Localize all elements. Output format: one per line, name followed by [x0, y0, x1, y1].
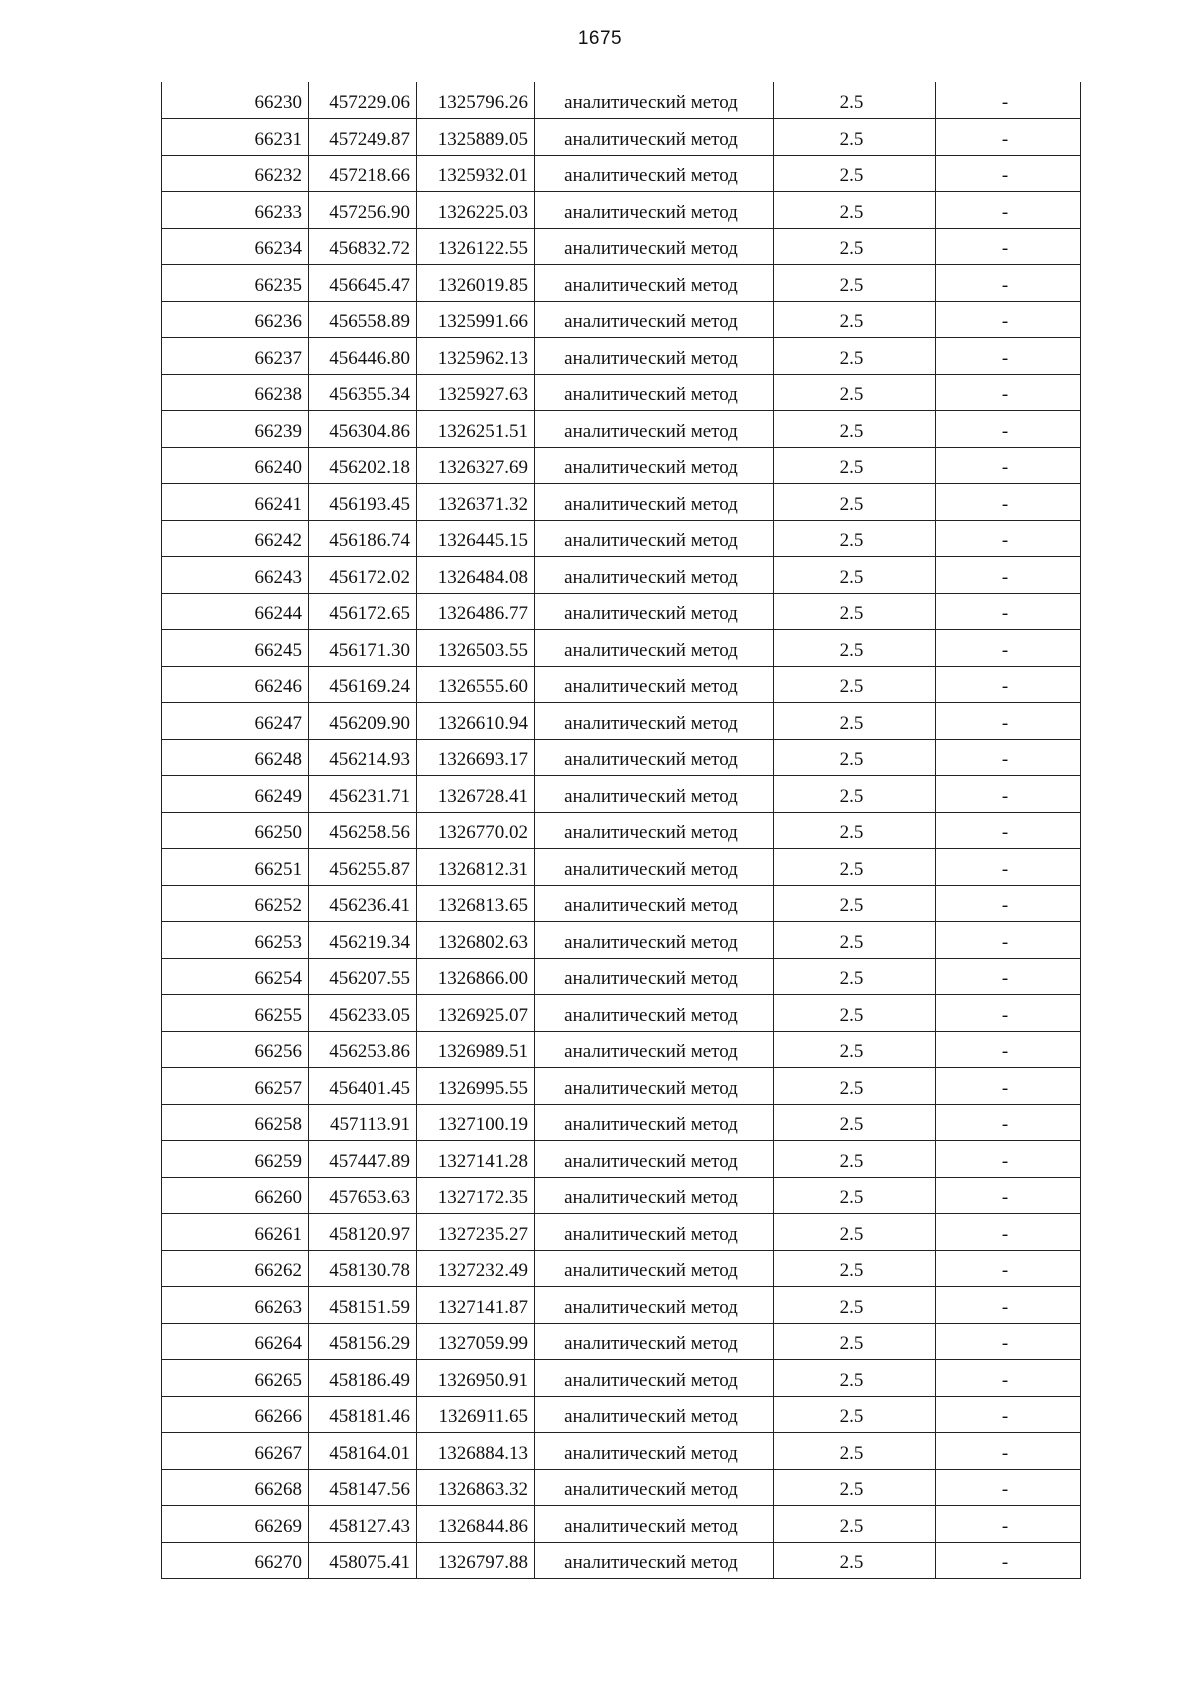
x-coordinate-cell: 458151.59 — [309, 1287, 417, 1324]
table-row — [162, 1506, 1081, 1543]
point-number-cell: 66255 — [162, 995, 309, 1032]
table-row — [162, 155, 1081, 192]
accuracy-cell: 2.5 — [774, 1287, 936, 1324]
point-number-cell: 66244 — [162, 593, 309, 630]
method-cell: аналитический метод — [535, 666, 774, 703]
note-cell: - — [936, 1177, 1081, 1214]
x-coordinate-cell: 456236.41 — [309, 885, 417, 922]
table-row — [162, 520, 1081, 557]
note-cell: - — [936, 1214, 1081, 1251]
note-cell: - — [936, 119, 1081, 156]
accuracy-cell: 2.5 — [774, 1141, 936, 1178]
point-number-cell: 66258 — [162, 1104, 309, 1141]
note-cell: - — [936, 1396, 1081, 1433]
note-cell: - — [936, 1469, 1081, 1506]
method-cell: аналитический метод — [535, 1323, 774, 1360]
point-number-cell: 66238 — [162, 374, 309, 411]
method-cell: аналитический метод — [535, 995, 774, 1032]
table-row — [162, 1323, 1081, 1360]
note-cell: - — [936, 228, 1081, 265]
table-row — [162, 1542, 1081, 1579]
accuracy-cell: 2.5 — [774, 1250, 936, 1287]
accuracy-cell: 2.5 — [774, 301, 936, 338]
point-number-cell: 66265 — [162, 1360, 309, 1397]
point-number-cell: 66241 — [162, 484, 309, 521]
point-number-cell: 66268 — [162, 1469, 309, 1506]
table-row — [162, 1433, 1081, 1470]
point-number-cell: 66246 — [162, 666, 309, 703]
y-coordinate-cell: 1326863.32 — [417, 1469, 535, 1506]
table-row — [162, 995, 1081, 1032]
accuracy-cell: 2.5 — [774, 82, 936, 119]
point-number-cell: 66254 — [162, 958, 309, 995]
accuracy-cell: 2.5 — [774, 1068, 936, 1105]
x-coordinate-cell: 456304.86 — [309, 411, 417, 448]
table-row — [162, 958, 1081, 995]
y-coordinate-cell: 1326812.31 — [417, 849, 535, 886]
accuracy-cell: 2.5 — [774, 1214, 936, 1251]
method-cell: аналитический метод — [535, 1141, 774, 1178]
table-row — [162, 484, 1081, 521]
method-cell: аналитический метод — [535, 1469, 774, 1506]
table-row — [162, 557, 1081, 594]
table-row — [162, 666, 1081, 703]
method-cell: аналитический метод — [535, 885, 774, 922]
note-cell: - — [936, 1323, 1081, 1360]
accuracy-cell: 2.5 — [774, 447, 936, 484]
x-coordinate-cell: 457229.06 — [309, 82, 417, 119]
table-row — [162, 776, 1081, 813]
method-cell: аналитический метод — [535, 447, 774, 484]
table-row — [162, 1469, 1081, 1506]
y-coordinate-cell: 1327172.35 — [417, 1177, 535, 1214]
x-coordinate-cell: 458127.43 — [309, 1506, 417, 1543]
point-number-cell: 66250 — [162, 812, 309, 849]
coordinates-table-body — [162, 82, 1081, 1579]
accuracy-cell: 2.5 — [774, 1031, 936, 1068]
y-coordinate-cell: 1326884.13 — [417, 1433, 535, 1470]
x-coordinate-cell: 456258.56 — [309, 812, 417, 849]
point-number-cell: 66230 — [162, 82, 309, 119]
x-coordinate-cell: 458164.01 — [309, 1433, 417, 1470]
accuracy-cell: 2.5 — [774, 374, 936, 411]
coordinates-table — [161, 82, 1081, 1579]
accuracy-cell: 2.5 — [774, 1469, 936, 1506]
point-number-cell: 66252 — [162, 885, 309, 922]
method-cell: аналитический метод — [535, 1433, 774, 1470]
point-number-cell: 66264 — [162, 1323, 309, 1360]
note-cell: - — [936, 593, 1081, 630]
y-coordinate-cell: 1325927.63 — [417, 374, 535, 411]
note-cell: - — [936, 666, 1081, 703]
method-cell: аналитический метод — [535, 228, 774, 265]
method-cell: аналитический метод — [535, 520, 774, 557]
x-coordinate-cell: 456558.89 — [309, 301, 417, 338]
method-cell: аналитический метод — [535, 703, 774, 740]
point-number-cell: 66248 — [162, 739, 309, 776]
accuracy-cell: 2.5 — [774, 666, 936, 703]
note-cell: - — [936, 1360, 1081, 1397]
note-cell: - — [936, 739, 1081, 776]
table-row — [162, 885, 1081, 922]
note-cell: - — [936, 301, 1081, 338]
note-cell: - — [936, 885, 1081, 922]
accuracy-cell: 2.5 — [774, 1323, 936, 1360]
x-coordinate-cell: 458120.97 — [309, 1214, 417, 1251]
y-coordinate-cell: 1327059.99 — [417, 1323, 535, 1360]
accuracy-cell: 2.5 — [774, 885, 936, 922]
y-coordinate-cell: 1327235.27 — [417, 1214, 535, 1251]
method-cell: аналитический метод — [535, 1360, 774, 1397]
x-coordinate-cell: 456172.65 — [309, 593, 417, 630]
x-coordinate-cell: 458147.56 — [309, 1469, 417, 1506]
x-coordinate-cell: 457113.91 — [309, 1104, 417, 1141]
x-coordinate-cell: 456202.18 — [309, 447, 417, 484]
note-cell: - — [936, 411, 1081, 448]
method-cell: аналитический метод — [535, 1506, 774, 1543]
point-number-cell: 66236 — [162, 301, 309, 338]
y-coordinate-cell: 1326989.51 — [417, 1031, 535, 1068]
table-row — [162, 228, 1081, 265]
table-row — [162, 1068, 1081, 1105]
method-cell: аналитический метод — [535, 1104, 774, 1141]
table-row — [162, 630, 1081, 667]
y-coordinate-cell: 1326911.65 — [417, 1396, 535, 1433]
method-cell: аналитический метод — [535, 776, 774, 813]
y-coordinate-cell: 1326327.69 — [417, 447, 535, 484]
y-coordinate-cell: 1327141.87 — [417, 1287, 535, 1324]
x-coordinate-cell: 456172.02 — [309, 557, 417, 594]
accuracy-cell: 2.5 — [774, 1396, 936, 1433]
x-coordinate-cell: 456193.45 — [309, 484, 417, 521]
table-row — [162, 447, 1081, 484]
method-cell: аналитический метод — [535, 155, 774, 192]
accuracy-cell: 2.5 — [774, 703, 936, 740]
accuracy-cell: 2.5 — [774, 484, 936, 521]
accuracy-cell: 2.5 — [774, 411, 936, 448]
y-coordinate-cell: 1326770.02 — [417, 812, 535, 849]
x-coordinate-cell: 458075.41 — [309, 1542, 417, 1579]
point-number-cell: 66233 — [162, 192, 309, 229]
method-cell: аналитический метод — [535, 1214, 774, 1251]
x-coordinate-cell: 456231.71 — [309, 776, 417, 813]
y-coordinate-cell: 1326486.77 — [417, 593, 535, 630]
note-cell: - — [936, 1031, 1081, 1068]
y-coordinate-cell: 1327100.19 — [417, 1104, 535, 1141]
point-number-cell: 66257 — [162, 1068, 309, 1105]
note-cell: - — [936, 995, 1081, 1032]
accuracy-cell: 2.5 — [774, 776, 936, 813]
accuracy-cell: 2.5 — [774, 557, 936, 594]
note-cell: - — [936, 265, 1081, 302]
point-number-cell: 66260 — [162, 1177, 309, 1214]
x-coordinate-cell: 456219.34 — [309, 922, 417, 959]
x-coordinate-cell: 456446.80 — [309, 338, 417, 375]
table-row — [162, 82, 1081, 119]
y-coordinate-cell: 1326503.55 — [417, 630, 535, 667]
point-number-cell: 66242 — [162, 520, 309, 557]
note-cell: - — [936, 1506, 1081, 1543]
table-row — [162, 1031, 1081, 1068]
method-cell: аналитический метод — [535, 301, 774, 338]
accuracy-cell: 2.5 — [774, 739, 936, 776]
note-cell: - — [936, 812, 1081, 849]
note-cell: - — [936, 849, 1081, 886]
method-cell: аналитический метод — [535, 812, 774, 849]
note-cell: - — [936, 958, 1081, 995]
note-cell: - — [936, 1433, 1081, 1470]
point-number-cell: 66261 — [162, 1214, 309, 1251]
y-coordinate-cell: 1325932.01 — [417, 155, 535, 192]
table-row — [162, 1104, 1081, 1141]
x-coordinate-cell: 456169.24 — [309, 666, 417, 703]
x-coordinate-cell: 457256.90 — [309, 192, 417, 229]
table-row — [162, 265, 1081, 302]
table-row — [162, 411, 1081, 448]
point-number-cell: 66249 — [162, 776, 309, 813]
point-number-cell: 66267 — [162, 1433, 309, 1470]
method-cell: аналитический метод — [535, 265, 774, 302]
x-coordinate-cell: 456207.55 — [309, 958, 417, 995]
table-row — [162, 922, 1081, 959]
accuracy-cell: 2.5 — [774, 1104, 936, 1141]
note-cell: - — [936, 703, 1081, 740]
x-coordinate-cell: 457447.89 — [309, 1141, 417, 1178]
point-number-cell: 66237 — [162, 338, 309, 375]
point-number-cell: 66259 — [162, 1141, 309, 1178]
x-coordinate-cell: 457249.87 — [309, 119, 417, 156]
note-cell: - — [936, 1104, 1081, 1141]
note-cell: - — [936, 1141, 1081, 1178]
accuracy-cell: 2.5 — [774, 338, 936, 375]
note-cell: - — [936, 155, 1081, 192]
table-row — [162, 338, 1081, 375]
x-coordinate-cell: 457653.63 — [309, 1177, 417, 1214]
y-coordinate-cell: 1326813.65 — [417, 885, 535, 922]
accuracy-cell: 2.5 — [774, 119, 936, 156]
point-number-cell: 66269 — [162, 1506, 309, 1543]
y-coordinate-cell: 1325962.13 — [417, 338, 535, 375]
table-row — [162, 119, 1081, 156]
note-cell: - — [936, 1068, 1081, 1105]
method-cell: аналитический метод — [535, 1068, 774, 1105]
y-coordinate-cell: 1326797.88 — [417, 1542, 535, 1579]
point-number-cell: 66251 — [162, 849, 309, 886]
note-cell: - — [936, 1287, 1081, 1324]
note-cell: - — [936, 338, 1081, 375]
x-coordinate-cell: 458186.49 — [309, 1360, 417, 1397]
accuracy-cell: 2.5 — [774, 812, 936, 849]
point-number-cell: 66239 — [162, 411, 309, 448]
table-row — [162, 1177, 1081, 1214]
accuracy-cell: 2.5 — [774, 630, 936, 667]
y-coordinate-cell: 1326693.17 — [417, 739, 535, 776]
table-row — [162, 1250, 1081, 1287]
x-coordinate-cell: 456645.47 — [309, 265, 417, 302]
point-number-cell: 66270 — [162, 1542, 309, 1579]
y-coordinate-cell: 1326950.91 — [417, 1360, 535, 1397]
x-coordinate-cell: 458181.46 — [309, 1396, 417, 1433]
method-cell: аналитический метод — [535, 1031, 774, 1068]
method-cell: аналитический метод — [535, 557, 774, 594]
y-coordinate-cell: 1326866.00 — [417, 958, 535, 995]
y-coordinate-cell: 1326371.32 — [417, 484, 535, 521]
method-cell: аналитический метод — [535, 1396, 774, 1433]
x-coordinate-cell: 456401.45 — [309, 1068, 417, 1105]
method-cell: аналитический метод — [535, 411, 774, 448]
method-cell: аналитический метод — [535, 849, 774, 886]
accuracy-cell: 2.5 — [774, 593, 936, 630]
y-coordinate-cell: 1327232.49 — [417, 1250, 535, 1287]
note-cell: - — [936, 374, 1081, 411]
accuracy-cell: 2.5 — [774, 155, 936, 192]
method-cell: аналитический метод — [535, 1177, 774, 1214]
table-row — [162, 1141, 1081, 1178]
point-number-cell: 66245 — [162, 630, 309, 667]
point-number-cell: 66243 — [162, 557, 309, 594]
x-coordinate-cell: 458156.29 — [309, 1323, 417, 1360]
accuracy-cell: 2.5 — [774, 192, 936, 229]
x-coordinate-cell: 456214.93 — [309, 739, 417, 776]
table-row — [162, 812, 1081, 849]
note-cell: - — [936, 82, 1081, 119]
point-number-cell: 66253 — [162, 922, 309, 959]
y-coordinate-cell: 1326445.15 — [417, 520, 535, 557]
table-row — [162, 1214, 1081, 1251]
note-cell: - — [936, 1542, 1081, 1579]
y-coordinate-cell: 1326844.86 — [417, 1506, 535, 1543]
method-cell: аналитический метод — [535, 1250, 774, 1287]
y-coordinate-cell: 1326728.41 — [417, 776, 535, 813]
table-row — [162, 739, 1081, 776]
accuracy-cell: 2.5 — [774, 520, 936, 557]
note-cell: - — [936, 630, 1081, 667]
x-coordinate-cell: 456171.30 — [309, 630, 417, 667]
note-cell: - — [936, 776, 1081, 813]
x-coordinate-cell: 456832.72 — [309, 228, 417, 265]
point-number-cell: 66262 — [162, 1250, 309, 1287]
y-coordinate-cell: 1326925.07 — [417, 995, 535, 1032]
accuracy-cell: 2.5 — [774, 849, 936, 886]
y-coordinate-cell: 1327141.28 — [417, 1141, 535, 1178]
method-cell: аналитический метод — [535, 1287, 774, 1324]
method-cell: аналитический метод — [535, 192, 774, 229]
x-coordinate-cell: 457218.66 — [309, 155, 417, 192]
x-coordinate-cell: 456186.74 — [309, 520, 417, 557]
x-coordinate-cell: 456233.05 — [309, 995, 417, 1032]
table-row — [162, 192, 1081, 229]
note-cell: - — [936, 557, 1081, 594]
table-row — [162, 1396, 1081, 1433]
note-cell: - — [936, 192, 1081, 229]
y-coordinate-cell: 1325889.05 — [417, 119, 535, 156]
point-number-cell: 66263 — [162, 1287, 309, 1324]
method-cell: аналитический метод — [535, 630, 774, 667]
note-cell: - — [936, 447, 1081, 484]
accuracy-cell: 2.5 — [774, 1177, 936, 1214]
accuracy-cell: 2.5 — [774, 922, 936, 959]
accuracy-cell: 2.5 — [774, 228, 936, 265]
point-number-cell: 66232 — [162, 155, 309, 192]
accuracy-cell: 2.5 — [774, 1360, 936, 1397]
accuracy-cell: 2.5 — [774, 1506, 936, 1543]
method-cell: аналитический метод — [535, 374, 774, 411]
note-cell: - — [936, 922, 1081, 959]
x-coordinate-cell: 456209.90 — [309, 703, 417, 740]
y-coordinate-cell: 1325991.66 — [417, 301, 535, 338]
y-coordinate-cell: 1326802.63 — [417, 922, 535, 959]
point-number-cell: 66231 — [162, 119, 309, 156]
y-coordinate-cell: 1326555.60 — [417, 666, 535, 703]
y-coordinate-cell: 1326019.85 — [417, 265, 535, 302]
method-cell: аналитический метод — [535, 922, 774, 959]
x-coordinate-cell: 458130.78 — [309, 1250, 417, 1287]
method-cell: аналитический метод — [535, 593, 774, 630]
method-cell: аналитический метод — [535, 739, 774, 776]
y-coordinate-cell: 1326484.08 — [417, 557, 535, 594]
y-coordinate-cell: 1326225.03 — [417, 192, 535, 229]
y-coordinate-cell: 1326995.55 — [417, 1068, 535, 1105]
method-cell: аналитический метод — [535, 119, 774, 156]
x-coordinate-cell: 456253.86 — [309, 1031, 417, 1068]
y-coordinate-cell: 1326610.94 — [417, 703, 535, 740]
y-coordinate-cell: 1326122.55 — [417, 228, 535, 265]
table-row — [162, 593, 1081, 630]
point-number-cell: 66266 — [162, 1396, 309, 1433]
method-cell: аналитический метод — [535, 82, 774, 119]
note-cell: - — [936, 520, 1081, 557]
table-row — [162, 301, 1081, 338]
table-row — [162, 703, 1081, 740]
method-cell: аналитический метод — [535, 338, 774, 375]
table-row — [162, 374, 1081, 411]
point-number-cell: 66256 — [162, 1031, 309, 1068]
table-row — [162, 849, 1081, 886]
note-cell: - — [936, 1250, 1081, 1287]
accuracy-cell: 2.5 — [774, 1542, 936, 1579]
point-number-cell: 66235 — [162, 265, 309, 302]
point-number-cell: 66247 — [162, 703, 309, 740]
x-coordinate-cell: 456355.34 — [309, 374, 417, 411]
point-number-cell: 66234 — [162, 228, 309, 265]
x-coordinate-cell: 456255.87 — [309, 849, 417, 886]
method-cell: аналитический метод — [535, 958, 774, 995]
accuracy-cell: 2.5 — [774, 958, 936, 995]
accuracy-cell: 2.5 — [774, 1433, 936, 1470]
accuracy-cell: 2.5 — [774, 265, 936, 302]
table-row — [162, 1360, 1081, 1397]
accuracy-cell: 2.5 — [774, 995, 936, 1032]
page-number: 1675 — [577, 28, 623, 49]
note-cell: - — [936, 484, 1081, 521]
method-cell: аналитический метод — [535, 484, 774, 521]
table-row — [162, 1287, 1081, 1324]
point-number-cell: 66240 — [162, 447, 309, 484]
method-cell: аналитический метод — [535, 1542, 774, 1579]
y-coordinate-cell: 1326251.51 — [417, 411, 535, 448]
y-coordinate-cell: 1325796.26 — [417, 82, 535, 119]
